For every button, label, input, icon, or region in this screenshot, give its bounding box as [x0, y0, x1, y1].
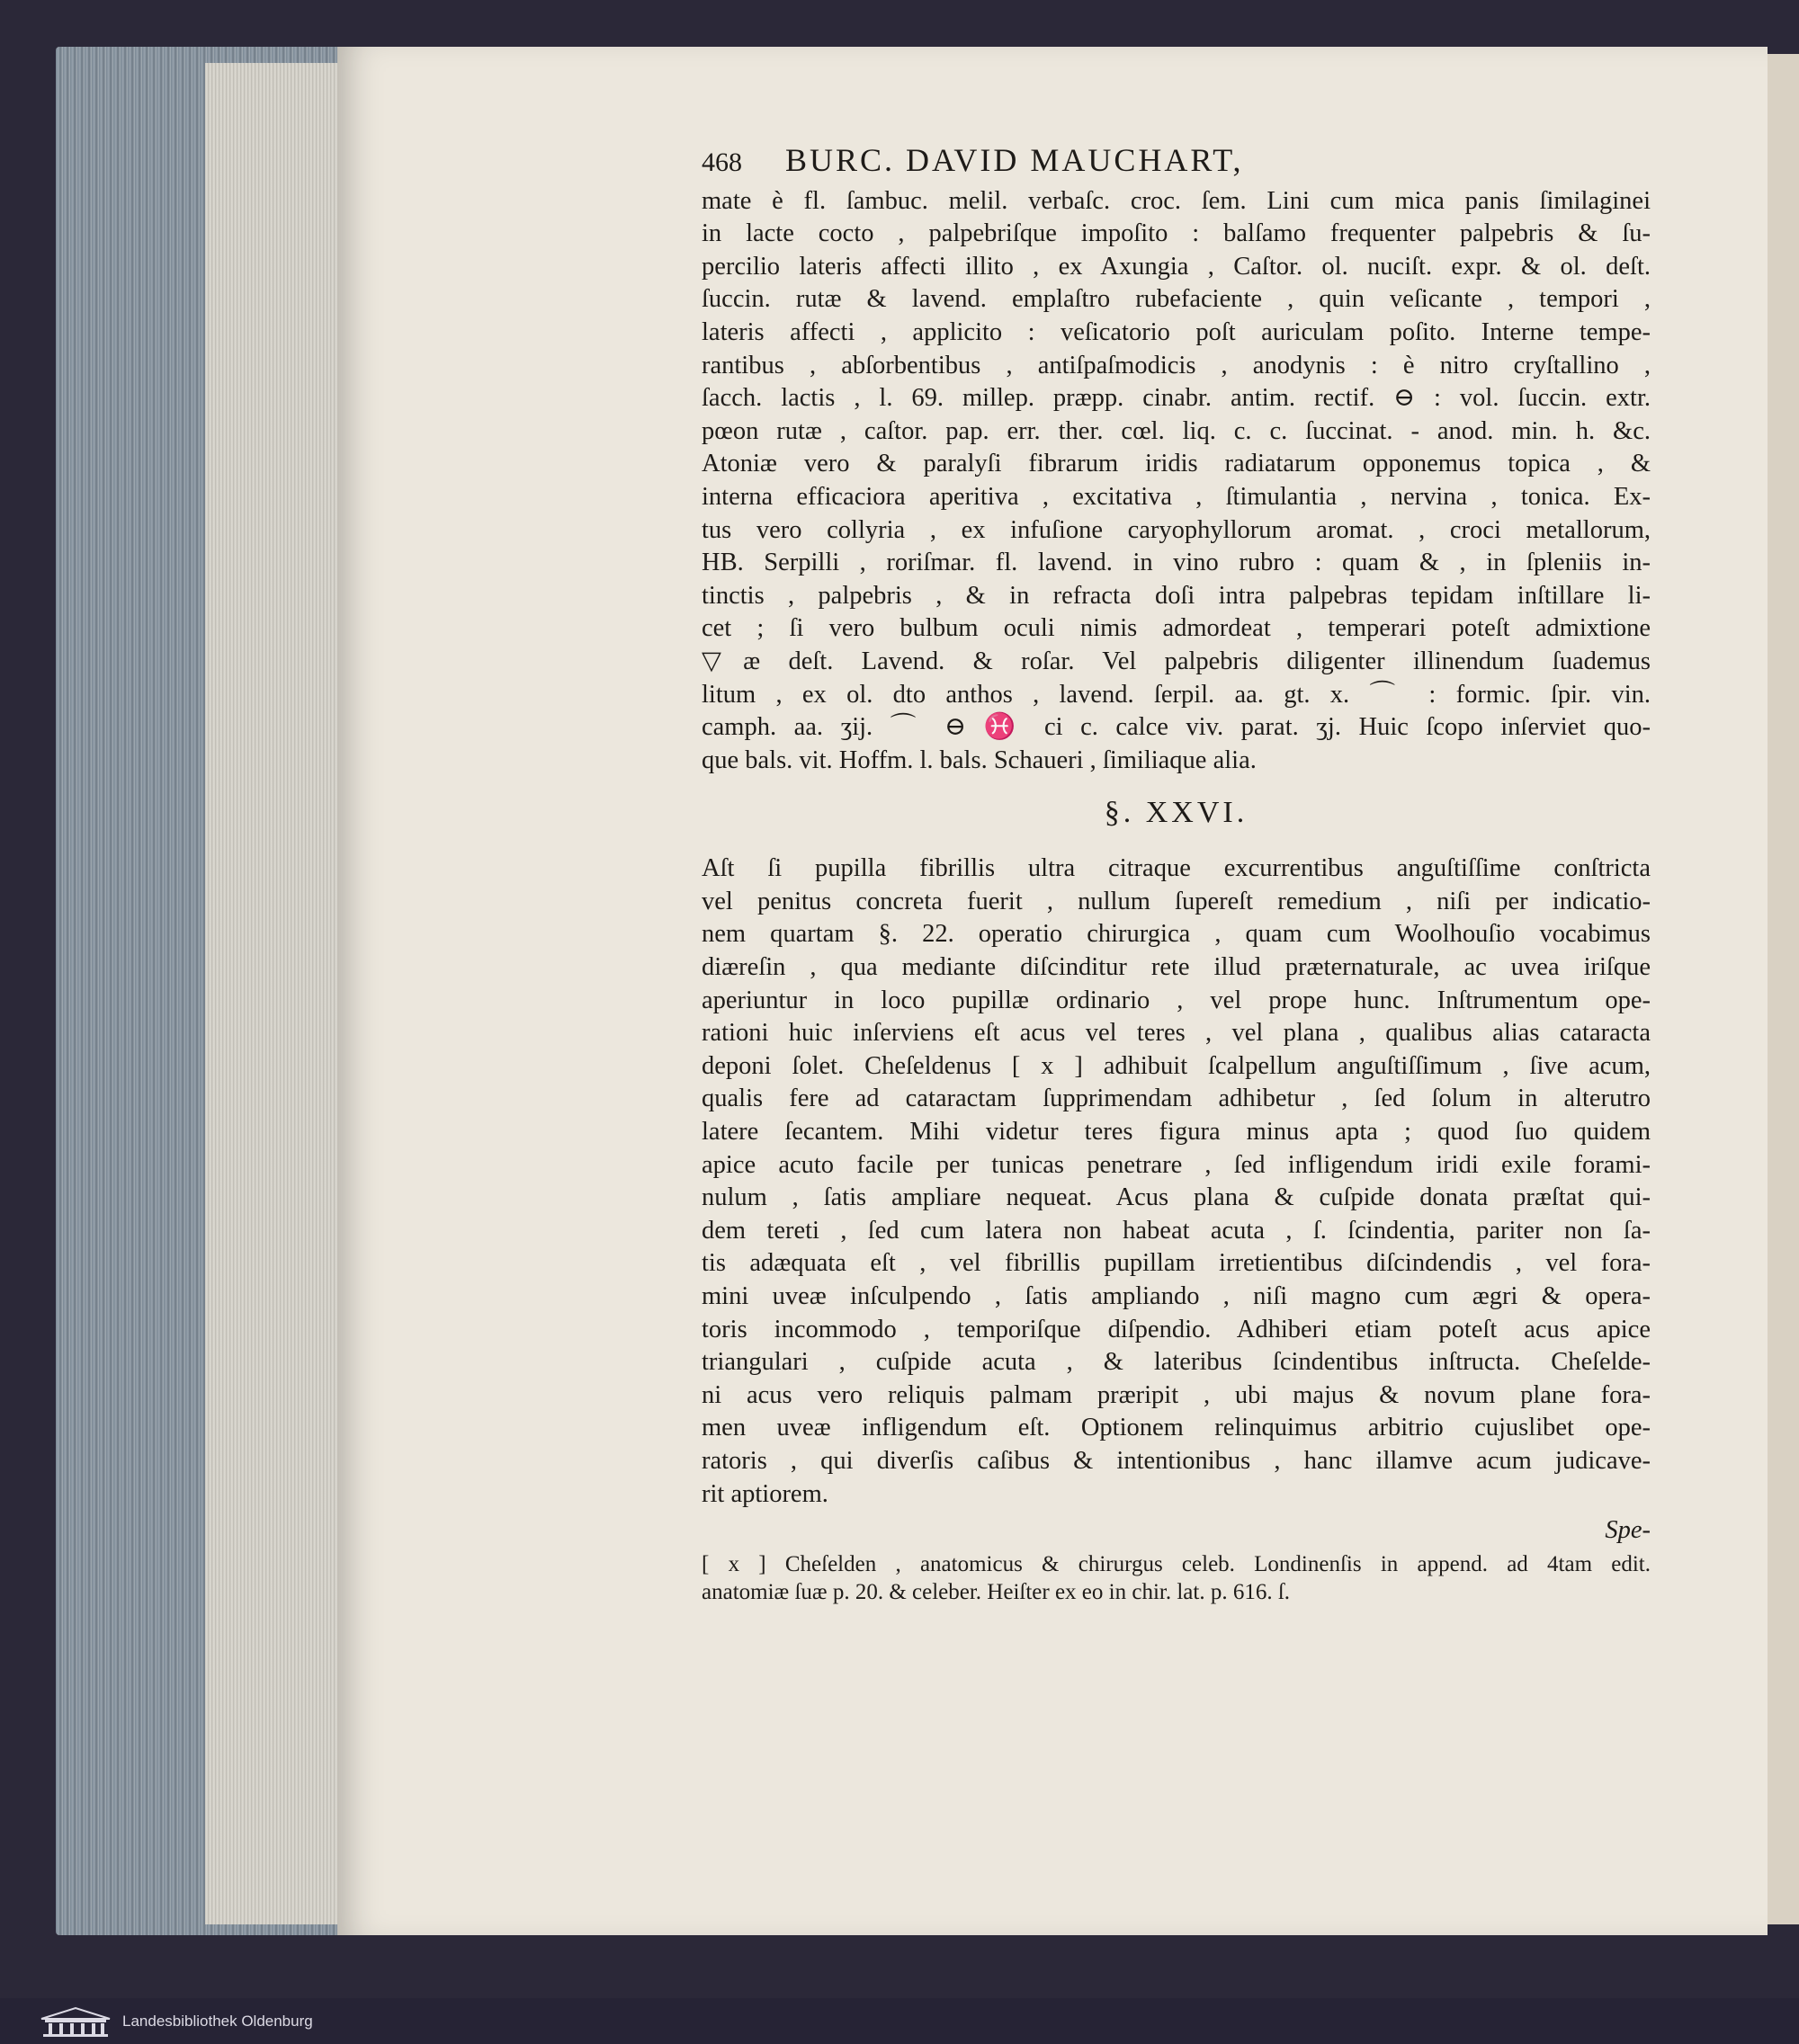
text-line: pœon rutæ , caſtor. pap. err. ther. cœl. liq. c. c. ſuccinat. - anod. min. h. &c.	[702, 416, 1651, 445]
text-line: mini uveæ inſculpendo , ſatis ampliando , niſi magno cum ægri & opera-	[702, 1282, 1651, 1310]
running-header	[702, 144, 1651, 180]
text-line: anatomiæ ſuæ p. 20. & celeber. Heiſter ex eo in chir. lat. p. 616. ſ.	[702, 1580, 1291, 1605]
text-line: ▽æ deſt. Lavend. & roſar. Vel palpebris diligenter illinendum ſuademus	[702, 647, 1651, 675]
text-line: nulum , ſatis ampliare nequeat. Acus plana & cuſpide donata præſtat qui-	[702, 1183, 1651, 1212]
text-line: rationi huic inſerviens eſt acus vel teres , vel plana , qualibus alias cataracta	[702, 1019, 1651, 1048]
text-line: ſuccin. rutæ & lavend. emplaſtro rubefaciente , quin veſicante , tempori ,	[702, 285, 1651, 314]
text-line: que bals. vit. Hoffm. l. bals. Schaueri , ſimiliaque alia.	[702, 745, 1257, 774]
text-line: [ x ] Cheſelden , anatomicus & chirurgus celeb. Londinenſis in append. ad 4tam edit.	[702, 1552, 1651, 1577]
text-line: aperiuntur in loco pupillæ ordinario , vel prope hunc. Inſtrumentum ope-	[702, 986, 1651, 1014]
text-line: latere ſecantem. Mihi videtur teres figura minus apta ; quod ſuo quidem	[702, 1118, 1651, 1147]
library-building-icon	[40, 2006, 112, 2037]
text-line: rantibus , abſorbentibus , antiſpaſmodicis , anodynis : è nitro cryſtallino ,	[702, 351, 1651, 379]
paragraph-section-xxvi	[702, 852, 1651, 1511]
text-line: percilio lateris affecti illito , ex Axungia , Caſtor. ol. nuciſt. expr. & ol. deſt.	[702, 252, 1651, 281]
text-line: ratoris , qui diverſis caſibus & intentionibus , hanc illamve acum judicave-	[702, 1446, 1651, 1475]
text-line: in lacte cocto , palpebriſque impoſito : balſamo frequenter palpebris & ſu-	[702, 219, 1651, 248]
text-line: deponi ſolet. Cheſeldenus [ x ] adhibuit ſcalpellum anguſtiſſimum , ſive acum,	[702, 1051, 1651, 1080]
text-line: vel penitus concreta fuerit , nullum ſupereſt remedium , niſi per indicatio-	[702, 887, 1651, 915]
catchword: Spe-	[1605, 1516, 1651, 1545]
facing-page-edge	[1768, 54, 1799, 1924]
text-line: tus vero collyria , ex infuſione caryophyllorum aromat. , croci metallorum,	[702, 515, 1651, 544]
text-line: interna efficaciora aperitiva , excitativa , ſtimulantia , nervina , tonica. Ex-	[702, 482, 1651, 511]
paragraph-continuation	[702, 185, 1651, 778]
text-line: rit aptiorem.	[702, 1479, 828, 1508]
text-line: qualis fere ad cataractam ſupprimendam adhibetur , ſed ſolum in alterutro	[702, 1084, 1651, 1113]
text-line: diæreſin , qua mediante diſcinditur rete illud præternaturale, ac uvea iriſque	[702, 953, 1651, 982]
text-line: camph. aa. ʒij. ⌒ ⊖ ♓ ci c. calce viv. parat. ʒj. Huic ſcopo inſerviet quo-	[702, 713, 1651, 742]
text-line: apice acuto facile per tunicas penetrare , ſed infligendum iridi exile forami-	[702, 1150, 1651, 1179]
text-line: Aſt ſi pupilla fibrillis ultra citraque excurrentibus anguſtiſſime conſtricta	[702, 854, 1651, 883]
text-line: nem quartam §. 22. operatio chirurgica , quam cum Woolhouſio vocabimus	[702, 920, 1651, 949]
text-line: men uveæ infligendum eſt. Optionem relinquimus arbitrio cujuslibet ope-	[702, 1414, 1651, 1442]
text-line: mate è fl. ſambuc. melil. verbaſc. croc. ſem. Lini cum mica panis ſimilaginei	[702, 186, 1651, 215]
text-line: litum , ex ol. dto anthos , lavend. ſerpil. aa. gt. x. ⌒ : formic. ſpir. vin.	[702, 680, 1651, 709]
text-line: triangulari , cuſpide acuta , & lateribus ſcindentibus inſtructa. Cheſelde-	[702, 1348, 1651, 1377]
section-heading: §. XXVI.	[1104, 796, 1249, 830]
text-line: tinctis , palpebris , & in refracta doſi intra palpebras tepidam inſtillare li-	[702, 581, 1651, 610]
running-title: BURC. DAVID MAUCHART,	[785, 142, 1244, 178]
page-number: 468	[702, 147, 742, 177]
text-line: dem tereti , ſed cum latera non habeat acuta , ſ. ſcindentia, pariter non ſa-	[702, 1216, 1651, 1245]
library-name: Landesbibliothek Oldenburg	[122, 2012, 313, 2030]
text-line: tis adæquata eſt , vel fibrillis pupillam irretientibus diſcindendis , vel fora-	[702, 1249, 1651, 1278]
text-line: ni acus vero reliquis palmam præripit , ubi majus & novum plane fora-	[702, 1380, 1651, 1409]
footnote	[702, 1550, 1651, 1606]
text-line: lateris affecti , applicito : veſicatorio poſt auriculam poſito. Interne tempe-	[702, 317, 1651, 346]
text-line: HB. Serpilli , roriſmar. fl. lavend. in vino rubro : quam & , in ſpleniis in-	[702, 549, 1651, 577]
text-line: Atoniæ vero & paralyſi fibrarum iridis radiatarum opponemus topica , &	[702, 450, 1651, 478]
footer-bar	[0, 1998, 1799, 2044]
page-text	[702, 144, 1651, 1606]
text-line: ſacch. lactis , l. 69. millep. præpp. cinabr. antim. rectif. ⊖ : vol. ſuccin. extr.	[702, 384, 1651, 413]
text-line: cet ; ſi vero bulbum oculi nimis admordeat , temperari poteſt admixtione	[702, 614, 1651, 643]
page-edge-strip	[205, 63, 340, 1924]
text-line: toris incommodo , temporiſque diſpendio. Adhiberi etiam poteſt acus apice	[702, 1315, 1651, 1343]
